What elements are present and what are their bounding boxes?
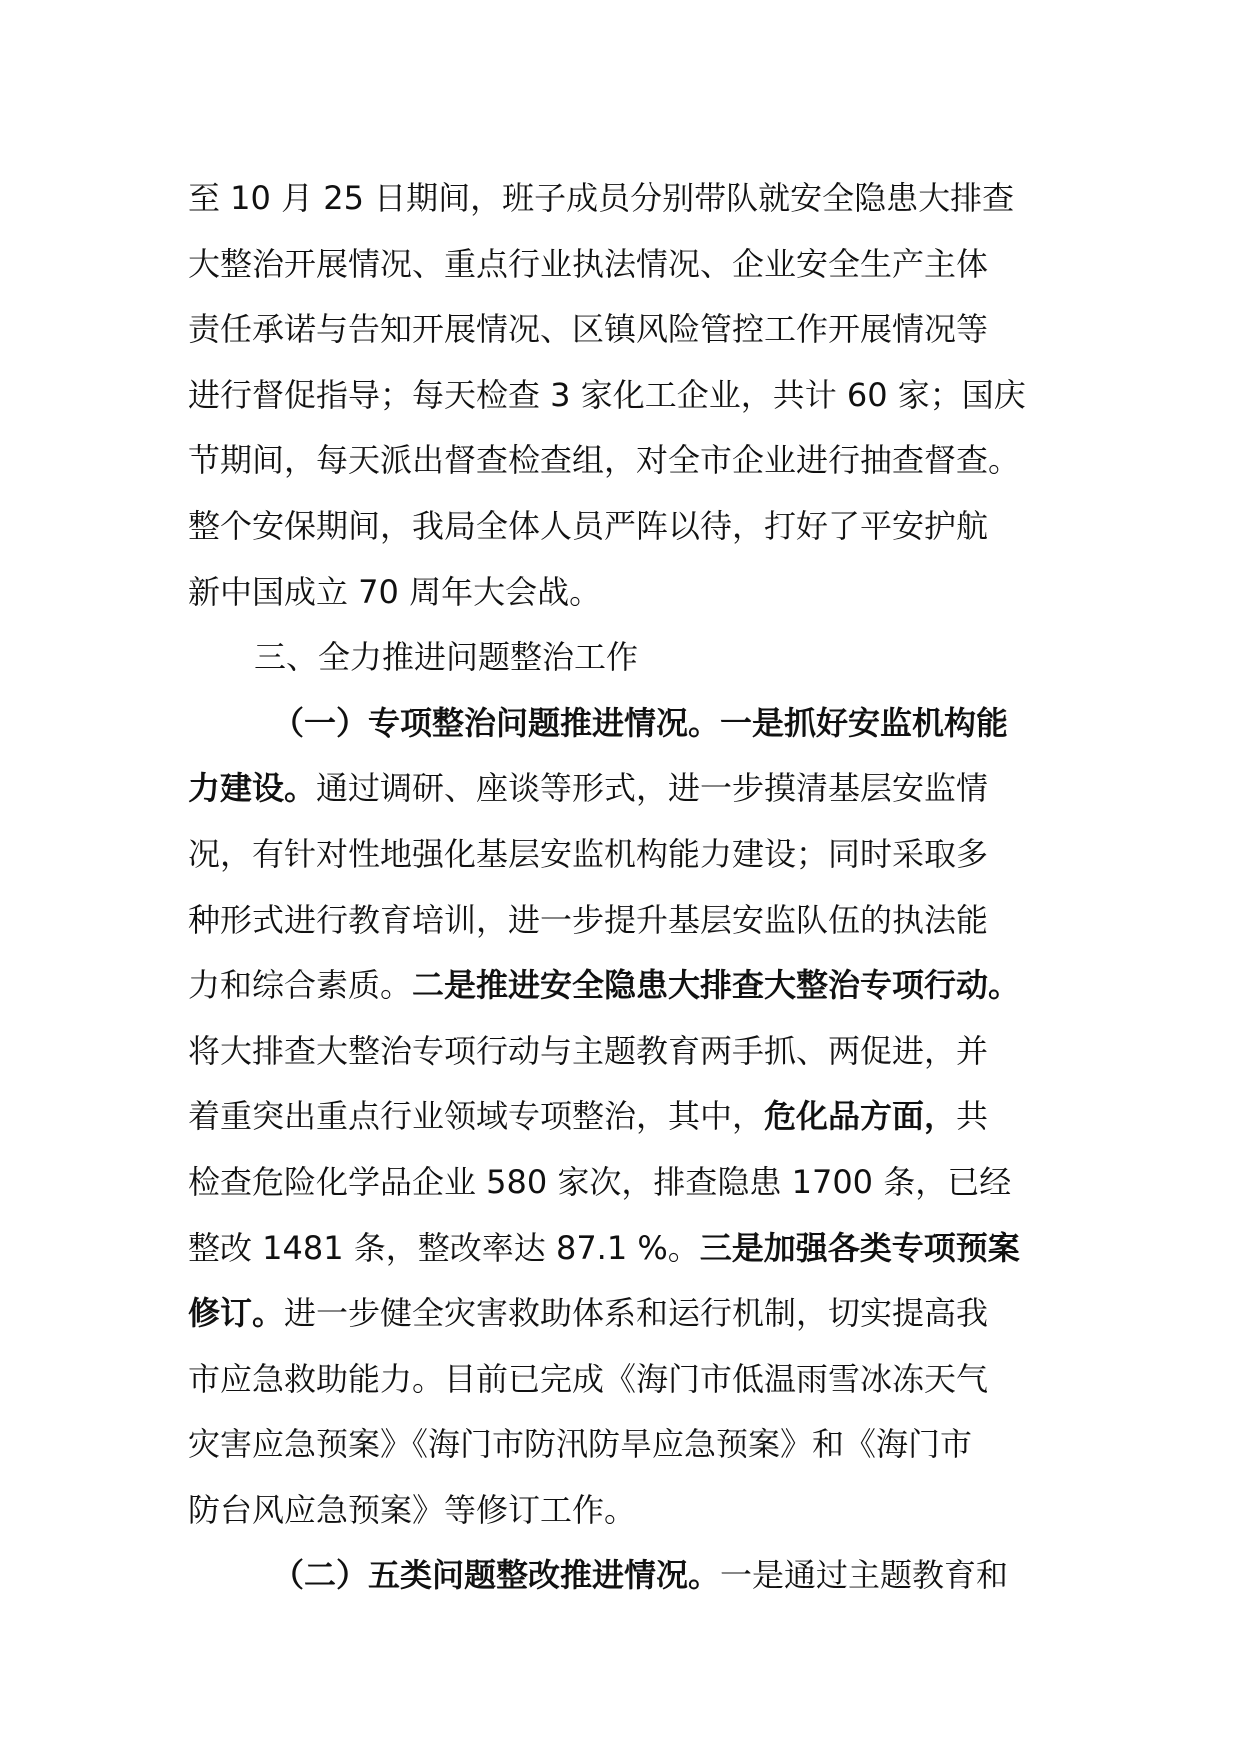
- text-line: [188, 625, 1058, 691]
- text-line: [188, 166, 1058, 232]
- text-run: 着重突出重点行业领域专项整治，其中，: [188, 1097, 765, 1136]
- text-run: 市应急救助能力。目前已完成《海门市低温雨雪冰冻天气: [188, 1359, 989, 1398]
- text-run: 种形式进行教育培训，进一步提升基层安监队伍的执法能: [188, 900, 989, 939]
- text-run: 一是通过主题教育和: [720, 1556, 1009, 1595]
- text-line: [188, 1347, 1058, 1413]
- text-run: 况，有针对性地强化基层安监机构能力建设；同时采取多: [188, 834, 989, 873]
- bold-text-run: （一）专项整治问题推进情况。一是抓好安监机构能: [272, 703, 1009, 742]
- text-line: [188, 494, 1058, 560]
- text-run: 整个安保期间，我局全体人员严阵以待，打好了平安护航: [188, 506, 989, 545]
- document-body: [188, 166, 1058, 1609]
- text-line: [188, 560, 1058, 626]
- text-line: [188, 297, 1058, 363]
- text-line: [188, 1084, 1058, 1150]
- text-line: [188, 1281, 1058, 1347]
- text-line: [188, 1019, 1058, 1085]
- text-line: [188, 363, 1058, 429]
- text-run: 力和综合素质。: [188, 966, 413, 1005]
- text-run: 三、全力推进问题整治工作: [254, 638, 639, 677]
- text-line: [188, 428, 1058, 494]
- text-line: [188, 1412, 1058, 1478]
- text-run: 共: [956, 1097, 989, 1136]
- text-line: [188, 1150, 1058, 1216]
- text-line: [188, 1543, 1058, 1609]
- bold-text-run: 力建设。: [188, 769, 317, 808]
- text-run: 灾害应急预案》《海门市防汛防旱应急预案》和《海门市: [188, 1425, 973, 1464]
- text-run: 防台风应急预案》等修订工作。: [188, 1490, 637, 1529]
- text-run: 将大排查大整治专项行动与主题教育两手抓、两促进，并: [188, 1031, 989, 1070]
- text-line: [188, 691, 1058, 757]
- text-run: 新中国成立 70 周年大会战。: [188, 572, 602, 611]
- text-run: 责任承诺与告知开展情况、区镇风险管控工作开展情况等: [188, 310, 989, 349]
- text-run: 进行督促指导；每天检查 3 家化工企业，共计 60 家；国庆: [188, 375, 1026, 414]
- text-run: 至 10 月 25 日期间，班子成员分别带队就安全隐患大排查: [188, 179, 1015, 217]
- bold-text-run: （二）五类问题整改推进情况。: [272, 1556, 721, 1595]
- text-run: 节期间，每天派出督查检查组，对全市企业进行抽查督查。: [188, 441, 1021, 480]
- text-run: 大整治开展情况、重点行业执法情况、企业安全生产主体: [188, 244, 989, 283]
- text-line: [188, 232, 1058, 298]
- bold-text-run: 二是推进安全隐患大排查大整治专项行动。: [412, 966, 1021, 1005]
- text-run: 整改 1481 条，整改率达 87.1 %。: [188, 1228, 700, 1267]
- bold-text-run: 危化品方面，: [764, 1097, 957, 1136]
- text-run: 通过调研、座谈等形式，进一步摸清基层安监情: [316, 769, 989, 808]
- bold-text-run: 修订。: [188, 1294, 285, 1333]
- text-line: [188, 822, 1058, 888]
- text-line: [188, 953, 1058, 1019]
- text-line: [188, 1216, 1058, 1282]
- text-run: 检查危险化学品企业 580 家次，排查隐患 1700 条，已经: [188, 1162, 1012, 1201]
- text-line: [188, 1478, 1058, 1544]
- text-run: 进一步健全灾害救助体系和运行机制，切实提高我: [284, 1294, 989, 1333]
- text-line: [188, 888, 1058, 954]
- bold-text-run: 三是加强各类专项预案: [699, 1228, 1020, 1267]
- text-line: [188, 756, 1058, 822]
